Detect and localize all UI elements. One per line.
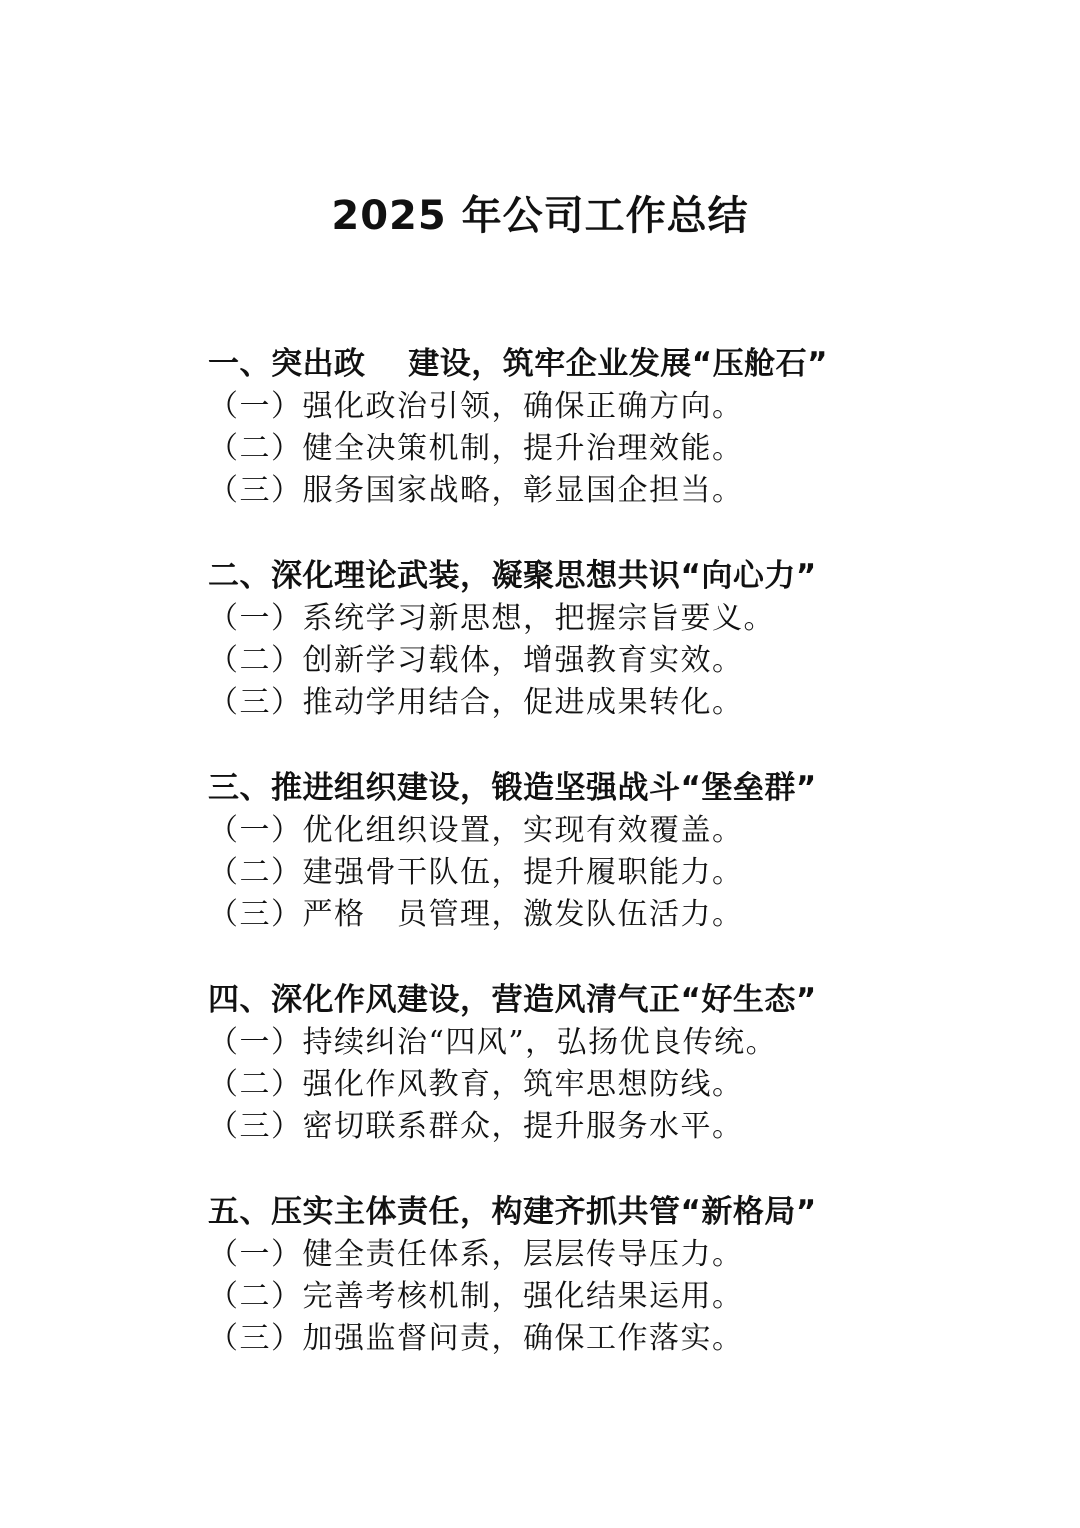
section-2	[208, 554, 1048, 724]
section-3	[208, 766, 1048, 936]
section-1	[208, 342, 1048, 512]
section-item: （一）强化政治引领，确保正确方向。	[208, 389, 744, 424]
section-item: （二）健全决策机制，提升治理效能。	[208, 431, 744, 466]
section-item: （一）优化组织设置，实现有效覆盖。	[208, 813, 744, 848]
section-heading: 一、突出政 建设，筑牢企业发展“压舱石”	[208, 346, 829, 382]
section-item: （三）严格 员管理，激发队伍活力。	[208, 897, 744, 932]
section-heading: 五、压实主体责任，构建齐抓共管“新格局”	[208, 1194, 817, 1230]
section-item: （三）服务国家战略，彰显国企担当。	[208, 473, 744, 508]
section-item: （二）创新学习载体，增强教育实效。	[208, 643, 744, 678]
section-item: （三）推动学用结合，促进成果转化。	[208, 685, 744, 720]
section-item: （二）完善考核机制，强化结果运用。	[208, 1279, 744, 1314]
document-title: 2025 年公司工作总结	[331, 193, 749, 239]
section-4	[208, 978, 1048, 1148]
section-item: （一）健全责任体系，层层传导压力。	[208, 1237, 744, 1272]
section-5	[208, 1190, 1048, 1360]
section-item: （二）建强骨干队伍，提升履职能力。	[208, 855, 744, 890]
section-item: （一）持续纠治“四风”，弘扬优良传统。	[208, 1025, 778, 1060]
section-heading: 三、推进组织建设，锻造坚强战斗“堡垒群”	[208, 770, 817, 806]
section-item: （三）密切联系群众，提升服务水平。	[208, 1109, 744, 1144]
section-item: （一）系统学习新思想，把握宗旨要义。	[208, 601, 775, 636]
section-heading: 二、深化理论武装，凝聚思想共识“向心力”	[208, 558, 817, 594]
section-item: （三）加强监督问责，确保工作落实。	[208, 1321, 744, 1356]
section-heading: 四、深化作风建设，营造风清气正“好生态”	[208, 982, 817, 1018]
section-item: （二）强化作风教育，筑牢思想防线。	[208, 1067, 744, 1102]
